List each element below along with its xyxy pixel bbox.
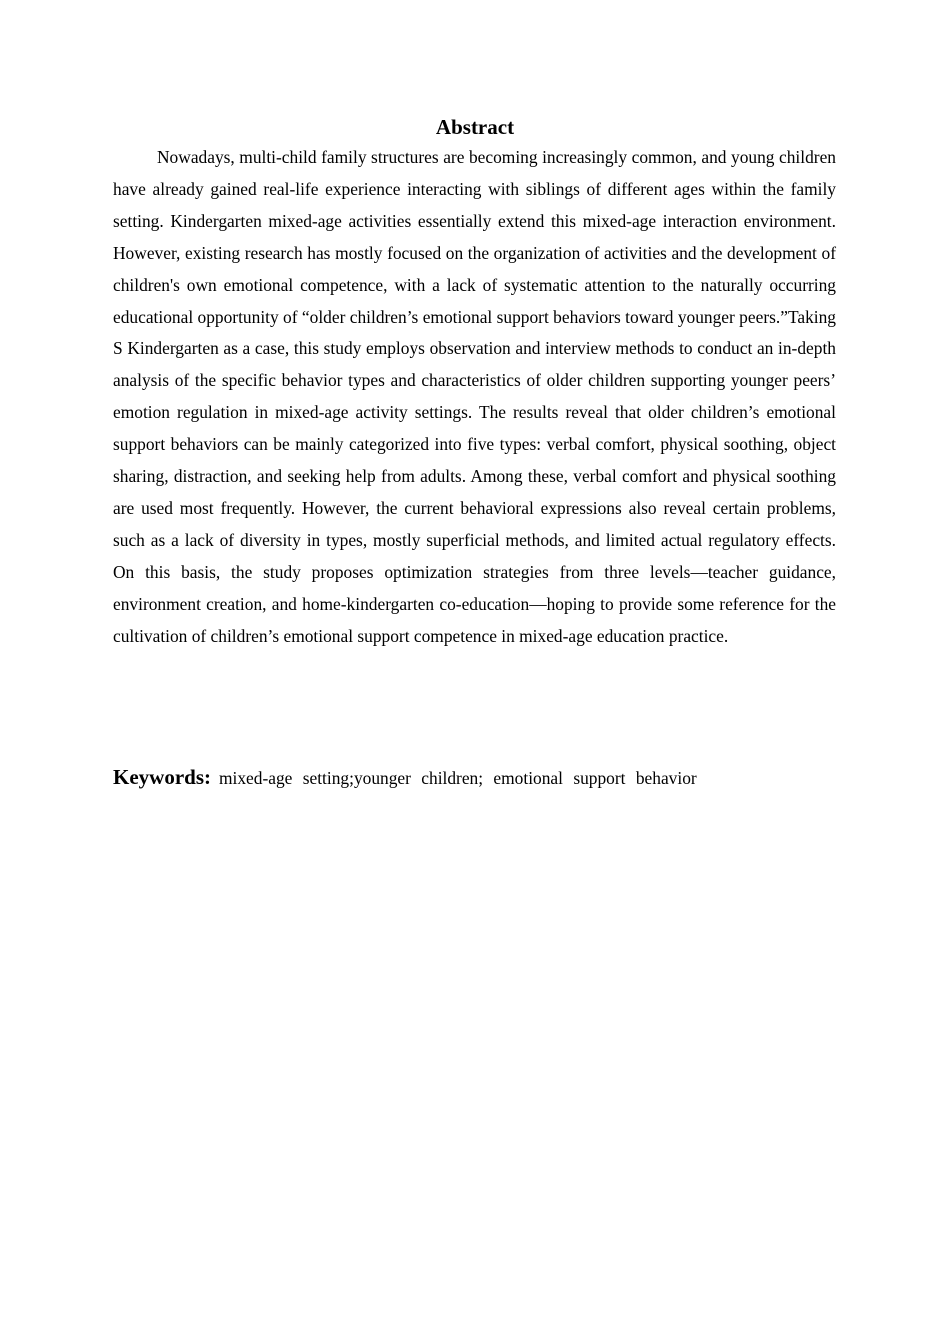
keywords-text: mixed-age setting;younger children; emotional support behavior	[219, 768, 697, 788]
abstract-title: Abstract	[435, 115, 515, 139]
keywords-label: Keywords:	[113, 765, 211, 789]
keywords-line	[113, 761, 836, 796]
abstract-body: Nowadays, multi-child family structures are becoming increasingly common, and young children have already gained real-life experience interacting with siblings of different ages within the family setting. Kindergarten mixed-age activities essentially extend this mixed-age interaction environment. However, existing research has mostly focused on the organization of activities and the development of children's own emotional competence, with a lack of systematic attention to the naturally occurring educational opportunity of “older children’s emotional support behaviors toward younger peers.”Taking S Kindergarten as a case, this study employs observation and interview methods to conduct an in-depth analysis of the specific behavior types and characteristics of older children supporting younger peers’ emotion regulation in mixed-age activity settings. The results reveal that older children’s emotional support behaviors can be mainly categorized into five types: verbal comfort, physical soothing, object sharing, distraction, and seeking help from adults. Among these, verbal comfort and physical soothing are used most frequently. However, the current behavioral expressions also reveal certain problems, such as a lack of diversity in types, mostly superficial methods, and limited actual regulatory effects. On this basis, the study proposes optimization strategies from three levels—teacher guidance, environment creation, and home-kindergarten co-education—hoping to provide some reference for the cultivation of children’s emotional support competence in mixed-age education practice.	[113, 147, 836, 646]
